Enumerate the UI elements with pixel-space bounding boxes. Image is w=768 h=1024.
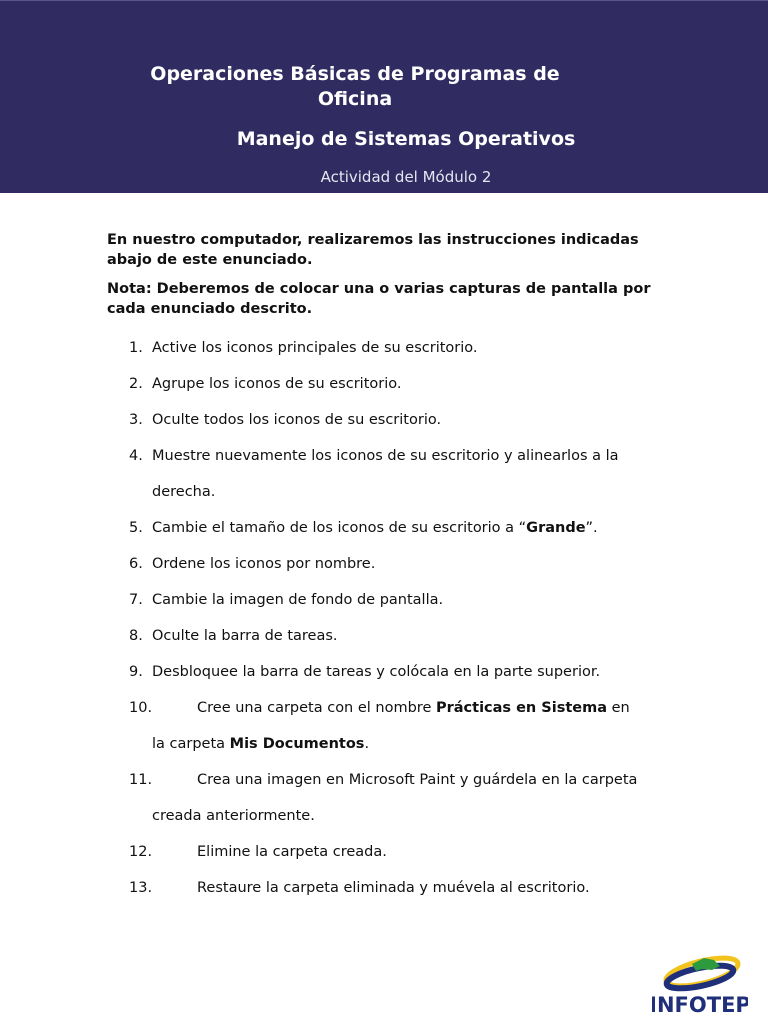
item-text: [107, 690, 677, 726]
list-item: [107, 618, 677, 654]
instructions-list: [107, 330, 677, 906]
list-item: [107, 402, 677, 438]
item-text-continuation: creada anteriormente.: [152, 808, 315, 824]
item-text: Restaure la carpeta eliminada y muévela al escritorio.: [197, 880, 590, 896]
list-item: [107, 834, 677, 870]
item-text-bold: Grande: [526, 520, 586, 536]
item-number: 1.: [129, 340, 143, 356]
item-text: [107, 510, 677, 546]
item-text: Active los iconos principales de su escritorio.: [152, 340, 478, 356]
list-item: [107, 654, 677, 690]
item-text: Oculte la barra de tareas.: [152, 628, 338, 644]
item-text: Oculte todos los iconos de su escritorio.: [152, 412, 442, 428]
item-number: 3.: [129, 412, 143, 428]
logo-text: INFOTEP: [652, 993, 748, 1017]
list-item: [107, 366, 677, 402]
item-text-post: .: [364, 736, 370, 752]
item-text: Elimine la carpeta creada.: [197, 844, 387, 860]
document-body: [107, 231, 677, 906]
list-item: [107, 582, 677, 618]
item-text-pre: Cree una carpeta con el nombre: [197, 700, 436, 716]
document-title: Operaciones Básicas de Programas de Oficina: [150, 63, 560, 110]
item-number: 10.: [129, 700, 153, 716]
list-item: [107, 690, 677, 762]
item-text-continuation: derecha.: [152, 484, 216, 500]
item-text: Muestre nuevamente los iconos de su escritorio y alinearlos a la: [152, 448, 619, 464]
note-paragraph: Nota: Deberemos de colocar una o varias capturas de pantalla por cada enunciado descrito.: [107, 281, 651, 317]
document-subtitle: Actividad del Módulo 2: [320, 168, 492, 186]
item-text: Cambie la imagen de fondo de pantalla.: [152, 592, 444, 608]
item-text-bold: Prácticas en Sistema: [435, 700, 608, 716]
item-text: Desbloquee la barra de tareas y colócala en la parte superior.: [152, 664, 601, 680]
item-number: 5.: [129, 520, 143, 536]
item-number: 8.: [129, 628, 143, 644]
item-number: 7.: [129, 592, 143, 608]
item-text-pre: Cambie el tamaño de los iconos de su escritorio a “: [152, 520, 527, 536]
item-number: 6.: [129, 556, 143, 572]
infotep-logo: [652, 948, 748, 1018]
item-text-continuation: [107, 726, 677, 762]
item-number: 12.: [129, 844, 153, 860]
item-text-post: en: [607, 700, 630, 716]
list-item: [107, 510, 677, 546]
item-text: Ordene los iconos por nombre.: [152, 556, 376, 572]
item-number: 9.: [129, 664, 143, 680]
item-number: 4.: [129, 448, 143, 464]
item-text-bold: Mis Documentos: [229, 736, 365, 752]
item-text: Crea una imagen en Microsoft Paint y guárdela en la carpeta: [197, 772, 638, 788]
item-text-post: ”.: [585, 520, 598, 536]
item-text-pre: la carpeta: [152, 736, 230, 752]
list-item: [107, 438, 677, 510]
list-item: [107, 330, 677, 366]
item-number: 11.: [129, 772, 153, 788]
infotep-logo-mark: [652, 948, 748, 1018]
intro-paragraph: En nuestro computador, realizaremos las instrucciones indicadas abajo de este enunciado.: [107, 232, 639, 268]
item-number: 13.: [129, 880, 153, 896]
list-item: [107, 546, 677, 582]
list-item: [107, 870, 677, 906]
document-heading: Manejo de Sistemas Operativos: [236, 128, 576, 150]
list-item: [107, 762, 677, 834]
item-text: Agrupe los iconos de su escritorio.: [152, 376, 402, 392]
item-number: 2.: [129, 376, 143, 392]
header-banner: [0, 0, 768, 193]
